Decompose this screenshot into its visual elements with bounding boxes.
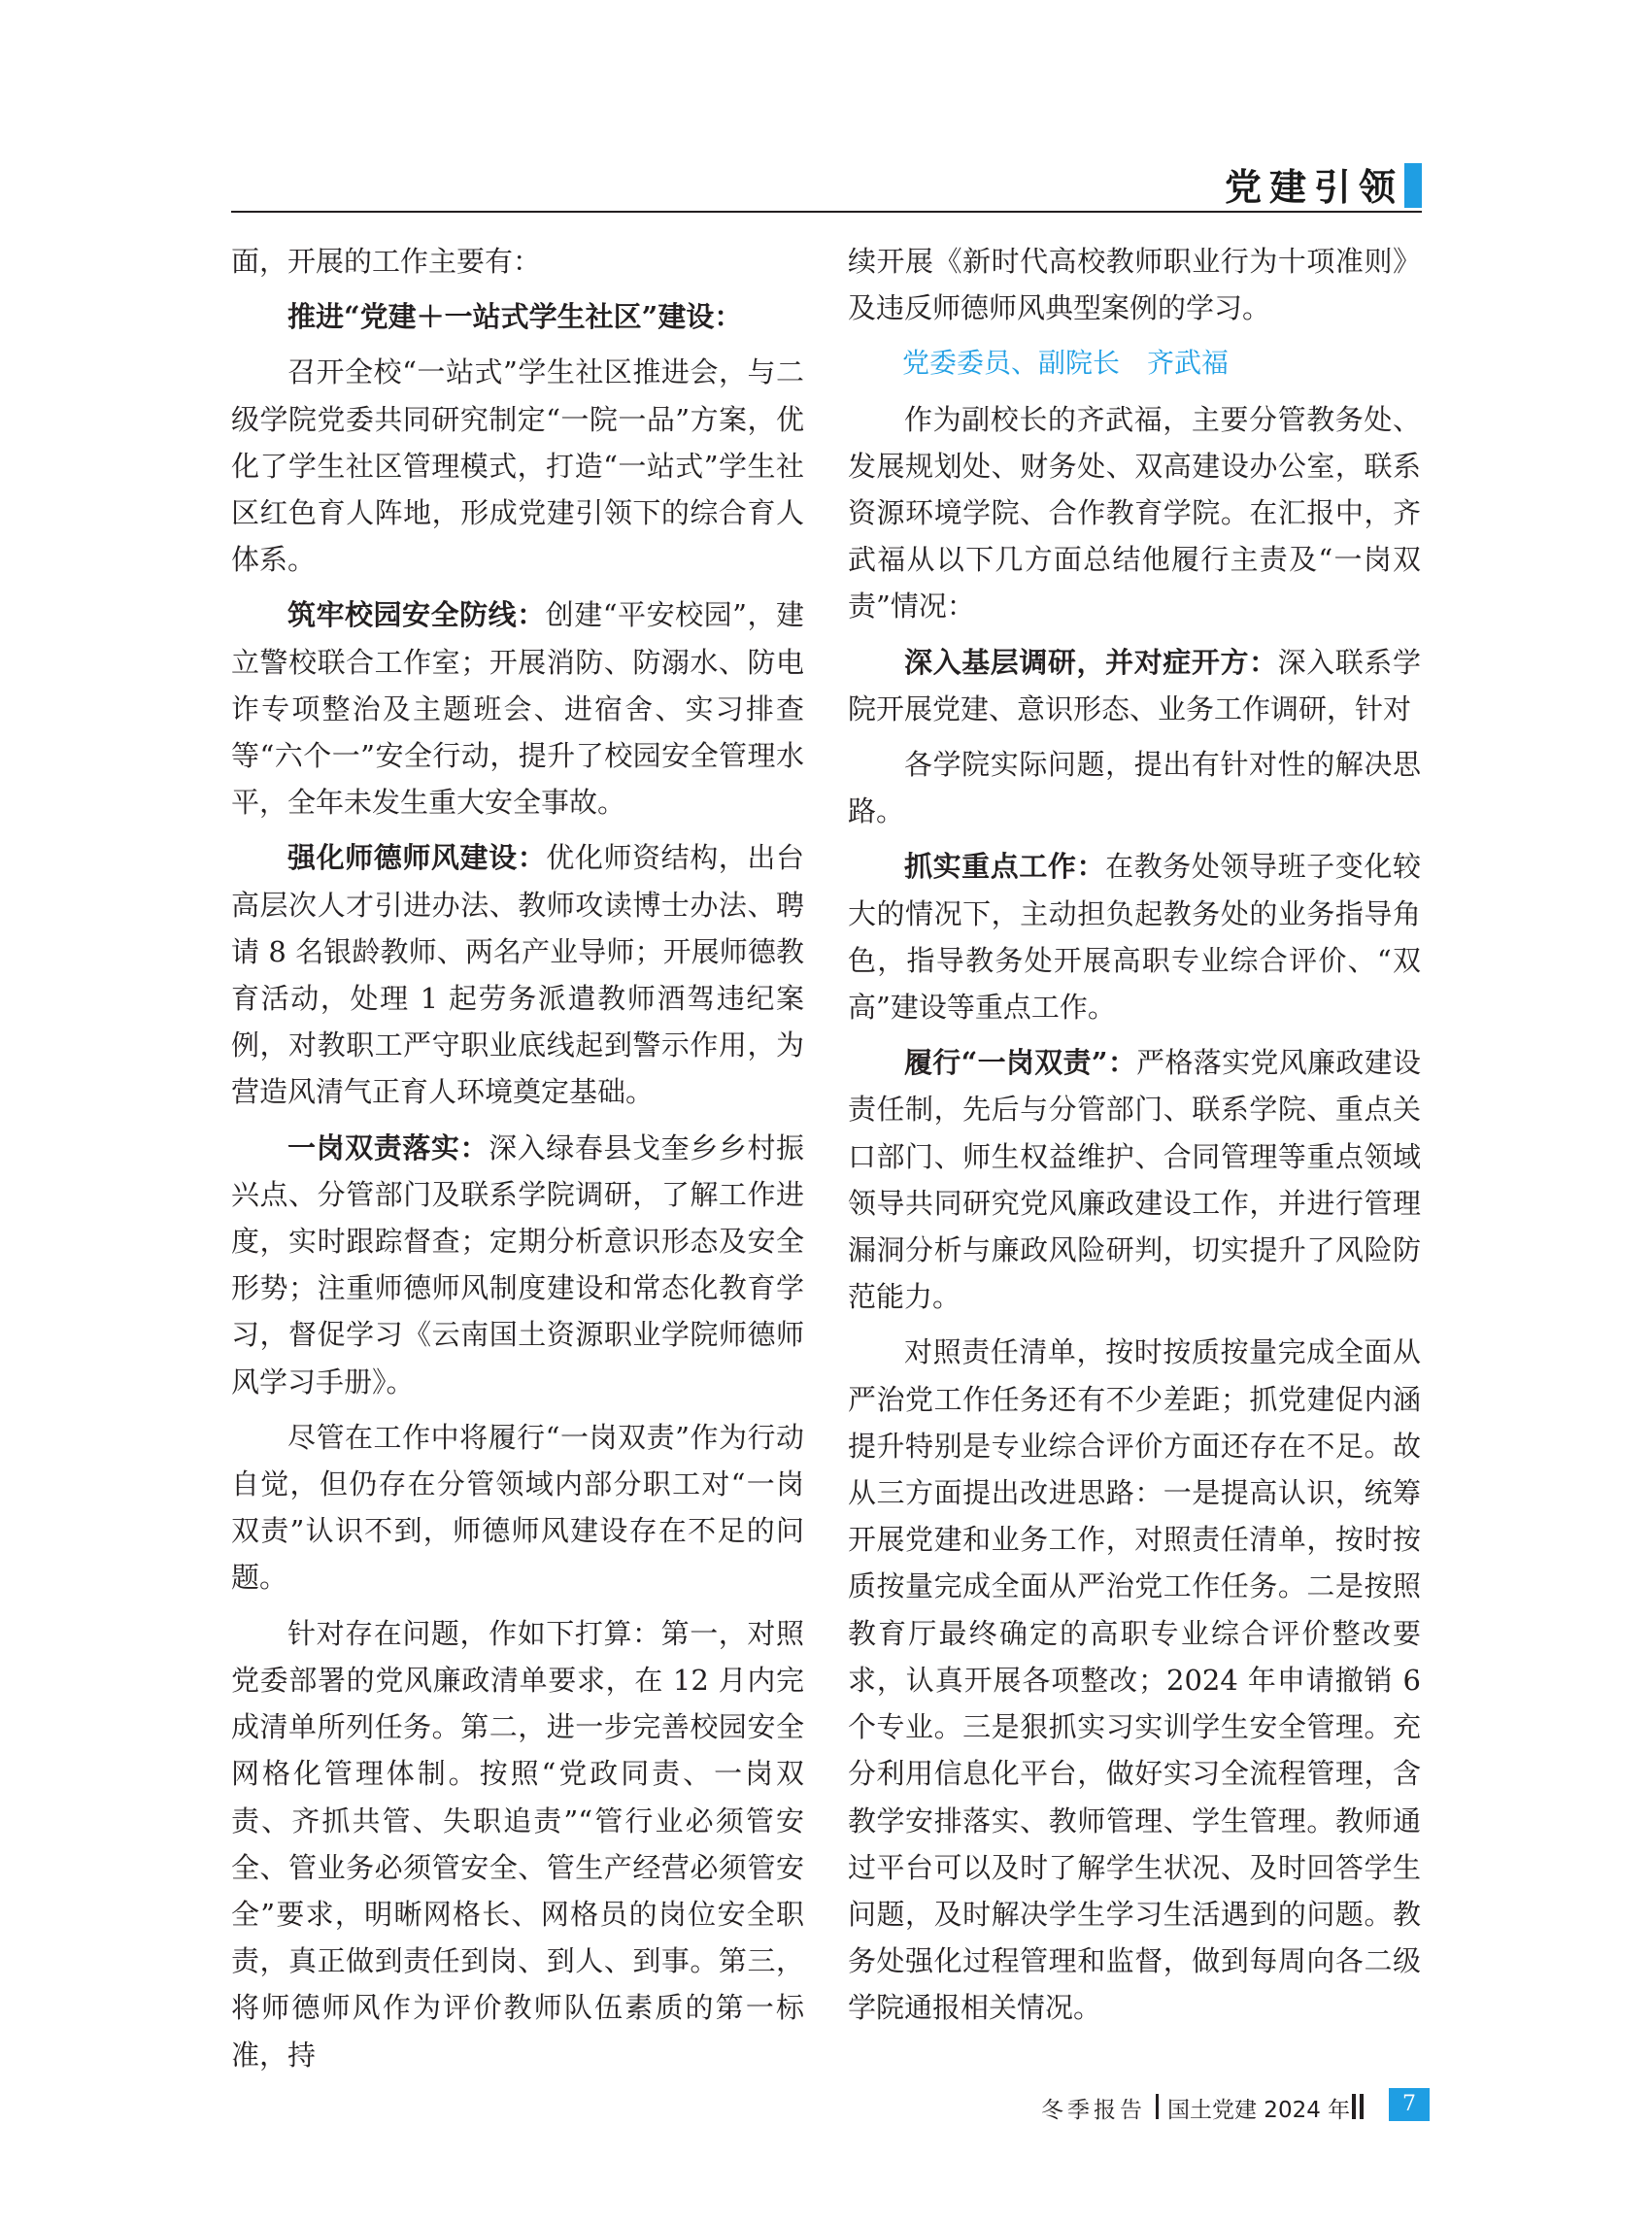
- paragraph-text: 严格落实党风廉政建设责任制，先后与分管部门、联系学院、重点关口部门、师生权益维护、合同管理等重点领域领导共同研究党风廉政建设工作，并进行管理漏洞分析与廉政风险研判，切实提升了风险防范能力。: [848, 1046, 1421, 1314]
- paragraph: 对照责任清单，按时按质按量完成全面从严治党工作任务还有不少差距；抓党建促内涵提升特别是专业综合评价方面还存在不足。故从三方面提出改进思路：一是提高认识，统筹开展党建和业务工作，对照责任清单，按时按质按量完成全面从严治党工作任务。二是按照教育厅最终确定的高职专业综合评价整改要求，认真开展各项整改；2024 年申请撤销 6 个专业。三是狠抓实习实训学生安全管理。充分利用信息化平台，做好实习全流程管理，含教学安排落实、教师管理、学生管理。教师通过平台可以及时了解学生状况、及时回答学生问题，及时解决学生学习生活遇到的问题。教务处强化过程管理和监督，做到每周向各二级学院通报相关情况。: [848, 1335, 1421, 2025]
- paragraph: 召开全校“一站式”学生社区推进会，与二级学院党委共同研究制定“一院一品”方案，优化了学生社区管理模式，打造“一站式”学生社区红色育人阵地，形成党建引领下的综合育人体系。: [231, 355, 804, 577]
- paragraph: 针对存在问题，作如下打算：第一，对照党委部署的党风廉政清单要求，在 12 月内完成清单所列任务。第二，进一步完善校园安全网格化管理体制。按照“党政同责、一岗双责、齐抓共管、失职追责”“管行业必须管安全、管业务必须管安全、管生产经营必须管安全”要求，明晰网格长、网格员的岗位安全职责，真正做到责任到岗、到人、到事。第三，将师德师风作为评价教师队伍素质的第一标准，持: [231, 1616, 804, 2072]
- speaker-heading: 党委委员、副院长 齐武福: [902, 347, 1230, 380]
- left-column: [231, 238, 804, 2087]
- paragraph-text: 深入联系学院开展党建、意识形态、业务工作调研，针对: [848, 645, 1421, 725]
- paragraph: [848, 843, 1421, 1030]
- footer-separator: [1352, 2094, 1356, 2119]
- right-column: [848, 238, 1421, 2040]
- paragraph: 面，开展的工作主要有：: [231, 245, 542, 278]
- paragraph-text: 在教务处领导班子变化较大的情况下，主动担负起教务处的业务指导角色，指导教务处开展高职专业综合评价、“双高”建设等重点工作。: [848, 850, 1421, 1025]
- paragraph-lead: 履行“一岗双责”：: [904, 1046, 1137, 1080]
- paragraph-text: 优化师资结构，出台高层次人才引进办法、教师攻读博士办法、聘请 8 名银龄教师、两名产业导师；开展师德教育活动，处理 1 起劳务派遣教师酒驾违纪案例，对教职工严守职业底线起到警示作用，为营造风清气正育人环境奠定基础。: [231, 841, 804, 1109]
- paragraph: 续开展《新时代高校教师职业行为十项准则》及违反师德师风典型案例的学习。: [848, 245, 1421, 325]
- paragraph-lead: 筑牢校园安全防线：: [287, 598, 546, 632]
- footer-separator: [1360, 2094, 1364, 2119]
- footer-separator: [1156, 2094, 1159, 2119]
- paragraph-text: 创建“平安校园”，建立警校联合工作室；开展消防、防溺水、防电诈专项整治及主题班会、进宿舍、实习排查等“六个一”安全行动，提升了校园安全管理水平，全年未发生重大安全事故。: [231, 598, 804, 820]
- footer-season: 冬季报告: [1041, 2098, 1146, 2123]
- page-footer: [971, 2086, 1437, 2125]
- header-divider: [231, 211, 1422, 213]
- paragraph: [231, 834, 804, 1115]
- paragraph: 作为副校长的齐武福，主要分管教务处、发展规划处、财务处、双高建设办公室，联系资源环境学院、合作教育学院。在汇报中，齐武福从以下几方面总结他履行主责及“一岗双责”情况：: [848, 402, 1421, 624]
- paragraph-lead: 强化师德师风建设：: [287, 841, 547, 875]
- paragraph: [848, 1039, 1421, 1320]
- paragraph-text: 深入绿春县戈奎乡乡村振兴点、分管部门及联系学院调研，了解工作进度，实时跟踪督查；定期分析意识形态及安全形势；注重师德师风制度建设和常态化教育学习，督促学习《云南国土资源职业学院师德师风学习手册》。: [231, 1130, 804, 1399]
- paragraph: [231, 591, 804, 826]
- footer-publication: 国土党建 2024 年: [1167, 2098, 1351, 2123]
- paragraph: [848, 639, 1421, 732]
- section-heading: 推进“党建＋一站式学生社区”建设：: [287, 300, 743, 334]
- paragraph: [231, 1125, 804, 1405]
- header-accent-bar: [1404, 163, 1422, 208]
- paragraph-lead: 深入基层调研，并对症开方：: [904, 645, 1278, 679]
- paragraph: 尽管在工作中将履行“一岗双责”作为行动自觉，但仍存在分管领域内部分职工对“一岗双责”认识不到，师德师风建设存在不足的问题。: [231, 1420, 804, 1595]
- paragraph: 各学院实际问题，提出有针对性的解决思路。: [848, 748, 1421, 828]
- page-number: 7: [1389, 2088, 1430, 2121]
- paragraph-lead: 一岗双责落实：: [287, 1130, 489, 1164]
- paragraph-lead: 抓实重点工作：: [904, 850, 1106, 884]
- section-title: 党建引领: [1224, 166, 1403, 209]
